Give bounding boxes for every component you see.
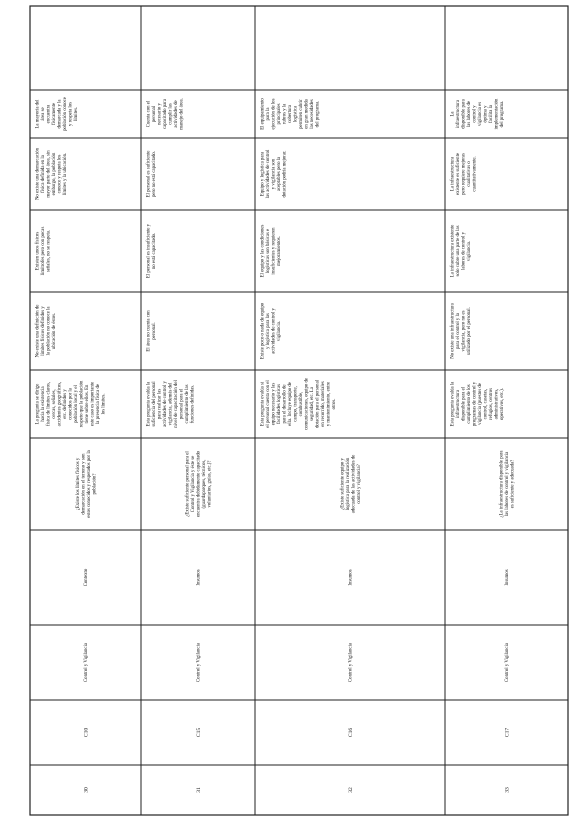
row-32-num: 32	[347, 787, 354, 793]
row-32-code: C16	[347, 727, 354, 738]
row-31-question: ¿Existe suficiente personal para elControl y Vigilancia y éste seencuentra debidamente capacitado(guardaparques, técnicos,voluntarios, guías, etc.)?	[185, 450, 213, 518]
row-31-explanation: Esta pregunta evalúa lasuficiencia del personalpara realizar lasactividades de control yvigilancia, además delnivel de capacitación delpersonal para elcumplimiento de lasfunciones definidas.	[146, 380, 196, 428]
row-33-score-1: La infraestructura existentesolo cubre una parte de laslabores de control yvigilancia.	[450, 224, 472, 278]
row-32-category: Control y Vigilancia	[348, 642, 354, 683]
row-31-score-2: El personal es suficientepero no está capacitado.	[146, 150, 157, 198]
row-32-type: Insumos	[348, 569, 354, 586]
row-33-question: ¿La infraestructura disponible paralas labores de control y vigilanciaes suficiente y adecuada?	[499, 450, 516, 518]
row-30-score-3: La mayoría delárea seencuentrafísicamentedemarcada y lapoblación conocey respeta loslímites.	[35, 97, 80, 131]
row-33-score-2: La infraestructuraexistente es suficientepero requiere mejorascualitativas ocuantitativamente.	[450, 152, 478, 196]
row-33-type: Insumos	[505, 569, 511, 586]
row-33-score-0: No existe una infraestructurapara el control y lavigilancia, pero no esutilizado por el personal.	[450, 303, 472, 359]
row-32-explanation: Esta pregunta evalúa siel personal cuenta con elequipo necesario y lasfacilidades logísticaspara el desarrollo deella. Incluye equipo decampo, transporte,combustible,comunicaciones, equipo deseguridad, etc. Ladotación para el personalen recorrido, materialesy mantenimiento, entreotros.	[260, 377, 338, 431]
row-30-explanation: La pregunta se dirigehacia la existenciafísica de límites claros,cercas, señales,accidentes geográficos,etc. definidos yconocidos por lapoblación local y elrespeto que la poblacióntiene sobre ellos. Eneste caso es importantela presencia física delos límites.	[35, 380, 107, 428]
row-32-score-0: Existe poco o nada de equipoy logística para lasactividades de control yvigilancia.	[260, 302, 282, 360]
row-32-score-2: Equipo y logística paralas actividades de controly vigilancia sonaceptables pero ladotación podría mejorar.	[260, 149, 288, 199]
row-31-score-1: El personal es insuficiente yno está capacitado.	[146, 223, 157, 279]
row-31-score-0: El área no cuenta conpersonal.	[146, 310, 157, 352]
row-32-question: ¿Existe suficiente equipo ylogística para la realizaciónadecuada de las actividades decontrol y vigilancia?	[340, 454, 362, 514]
row-31-code: C15	[195, 727, 202, 738]
row-30-score-2: No existe una demarcaciónfísica definida en lamayor parte del área, sinembargo, la poblaciónconoce y respeta loslímites y la ubicación.	[35, 147, 69, 201]
row-33-num: 33	[504, 787, 511, 793]
row-30-score-0: No existe una definición delímites físicos definidos yla población no conoce laubicación de éstos.	[35, 304, 57, 358]
row-31-category: Control y Vigilancia	[196, 642, 202, 683]
row-30-type: Contexto	[84, 568, 90, 587]
row-31-type: Insumos	[196, 569, 202, 586]
row-30-question: ¿Existe los límites físicos ydemarcación en el terreno y sonestos conocidos y respetados por lapoblación?	[75, 450, 98, 518]
row-30-num: 30	[83, 787, 90, 793]
row-30-score-1: Existen unos físicoslimítrofes pero con pocasseñales, no se respeta.	[35, 226, 52, 276]
row-32-score-3: El equipamientopara laejecución de losprincipalesrubros y lacoberturalogísticapermiten cubriren gran medidalas necesidadesdel programa.	[260, 98, 321, 130]
row-33-code: C17	[504, 727, 511, 738]
row-33-score-3: Lainfraestructuradisponible paralas labores decontrol yvigilancia esóptima yfacilita laimplementacióndel programa.	[450, 98, 506, 130]
row-30-category: Control y Vigilancia	[84, 642, 90, 683]
row-33-explanation: Esta pregunta evalúa lainfraestructuradisponible para elcumplimiento de losprogramas de control yvigilancia (puestos decontrol, casetas,refugios, centrosadministrativos,operativos, etc.).	[450, 381, 506, 427]
row-32-score-1: El equipo y las condicioneslogísticas son básicas einsuficientes y requierenmejoramientos.	[260, 224, 282, 278]
row-31-score-3: Cuenta con elpersonalnecesario ycapacitado paracumplir lasactividades demanejo del área.	[146, 98, 185, 130]
row-31-num: 31	[195, 787, 202, 793]
row-33-category: Control y Vigilancia	[505, 642, 511, 683]
row-30-code: C10	[83, 727, 90, 738]
table-text-layer	[35, 97, 515, 793]
